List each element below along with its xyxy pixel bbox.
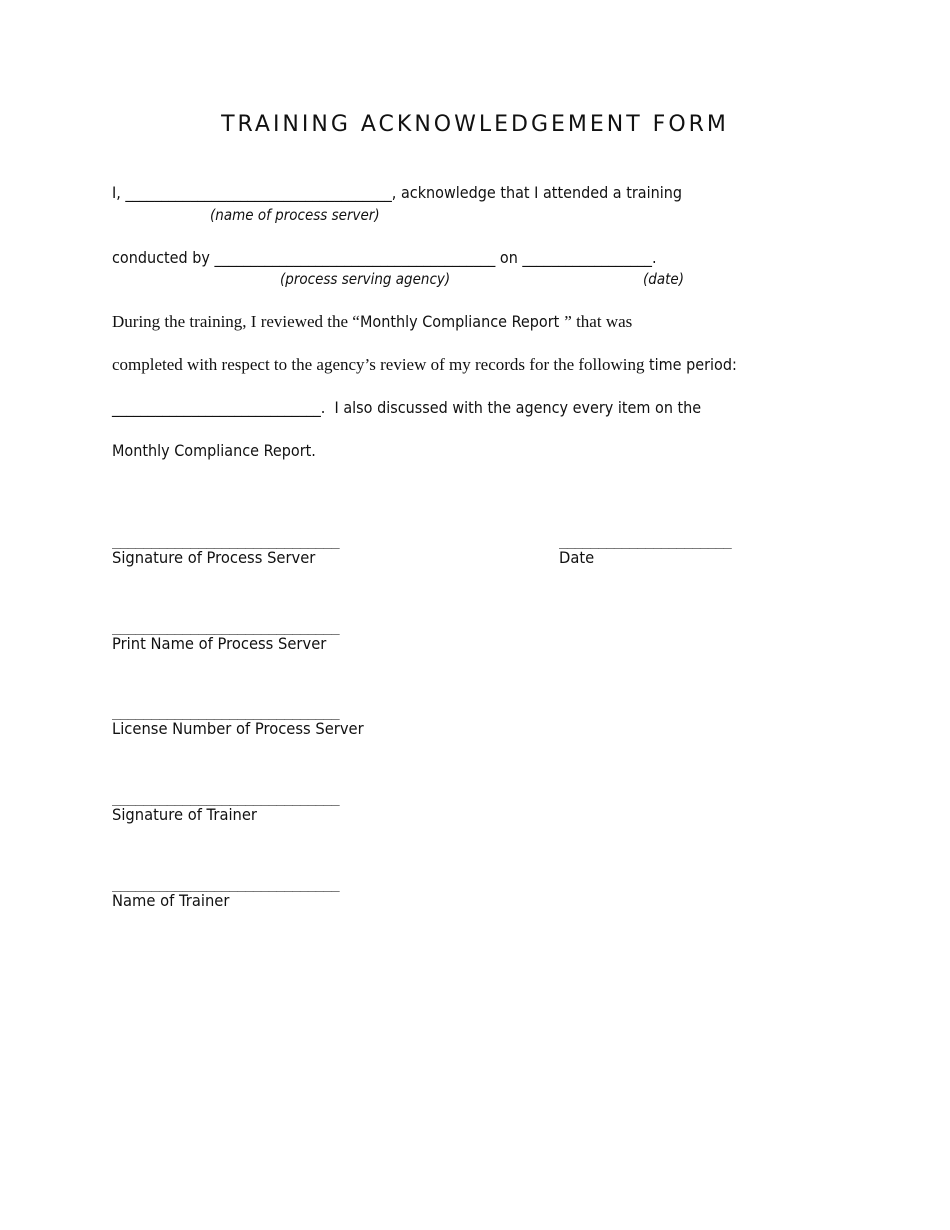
discussed-text: . I also discussed with the agency every item on the (320, 398, 702, 417)
signature-server-label: Signature of Process Server (112, 548, 316, 567)
form-title: TRAINING ACKNOWLEDGEMENT FORM (221, 112, 729, 137)
time-period-blank[interactable]: _____________________________ (112, 398, 321, 417)
date-signature-line[interactable]: ______________________ (559, 533, 732, 549)
signature-trainer-label: Signature of Trainer (112, 805, 257, 824)
date-blank[interactable]: __________________ (522, 248, 652, 267)
review-text-1: During the training, I reviewed the “ (112, 312, 360, 331)
conducted-line (112, 248, 657, 267)
review-text-1-end: ” that was (564, 312, 633, 331)
acknowledge-line (112, 183, 682, 202)
report-name: Monthly Compliance Report (359, 312, 560, 331)
signature-trainer-line[interactable]: _____________________________ (112, 790, 340, 806)
review-line-4: Monthly Compliance Report. (112, 441, 316, 460)
acknowledge-text: , acknowledge that I attended a training (391, 183, 682, 202)
date-caption: (date) (643, 270, 684, 288)
i-prefix: I, (112, 183, 126, 202)
name-caption: (name of process server) (210, 206, 380, 224)
review-line-3 (112, 398, 701, 417)
conducted-label: conducted by (112, 248, 215, 267)
review-text-2: completed with respect to the agency’s review of my records for the following (112, 355, 649, 374)
name-blank[interactable]: _____________________________________ (125, 183, 392, 202)
name-trainer-line[interactable]: _____________________________ (112, 876, 340, 892)
print-name-label: Print Name of Process Server (112, 634, 327, 653)
license-line[interactable]: _____________________________ (112, 704, 340, 720)
date-label: Date (559, 548, 595, 567)
license-label: License Number of Process Server (112, 719, 364, 738)
agency-blank[interactable]: _______________________________________ (214, 248, 496, 267)
review-line-1 (112, 312, 632, 332)
period-mark: . (652, 248, 657, 267)
print-name-line[interactable]: _____________________________ (112, 619, 340, 635)
signature-server-line[interactable]: _____________________________ (112, 533, 340, 549)
time-period-label: time period: (648, 355, 737, 374)
on-label: on (495, 248, 523, 267)
name-trainer-label: Name of Trainer (112, 891, 230, 910)
review-line-2 (112, 355, 746, 375)
agency-caption: (process serving agency) (280, 270, 451, 288)
